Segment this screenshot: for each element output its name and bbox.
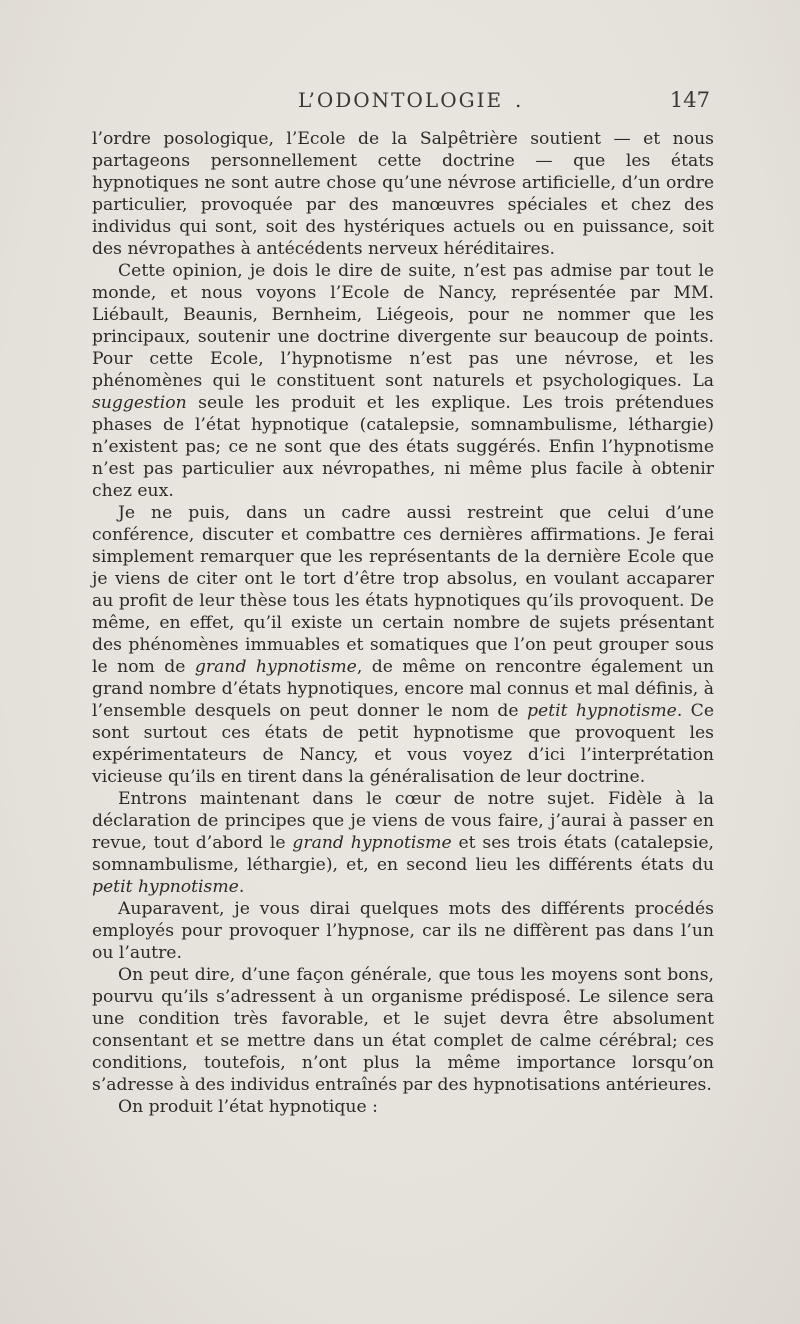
text-run: . <box>238 877 245 897</box>
text-run: Entrons maintenant dans le cœur de notre sujet. Fidèle à la déclaration de principes que je viens de vous faire, j’aurai à passer en revue, tout d’abord le <box>92 789 714 853</box>
text-run: On produit l’état hypnotique : <box>118 1097 378 1117</box>
text-run: Auparavent, je vous dirai quelques mots des différents procédés employés pour provoquer l’hypnose, car ils ne diffèrent pas dans l’un ou l’autre. <box>92 899 714 963</box>
paragraph-5 <box>92 898 714 964</box>
paragraph-3 <box>92 502 714 788</box>
paragraph-7 <box>92 1096 714 1118</box>
text-run: l’ordre posologique, l’Ecole de la Salpêtrière soutient — et nous partageons personnellement cette doctrine — que les états hypnotiques ne sont autre chose qu’une névrose artificielle, d’un ordre particulier, provoquée par des manœuvres spéciales et chez des individus qui sont, soit des hystériques actuels ou en puissance, soit des névropathes à antécédents nerveux héréditaires. <box>92 129 714 259</box>
text-run: seule les produit et les explique. Les trois prétendues phases de l’état hypnotique (catalepsie, somnambulisme, léthargie) n’existent pas; ce ne sont que des états suggérés. Enfin l’hypnotisme n’est pas particulier aux névropathes, ni même plus facile à obtenir chez eux. <box>92 393 714 501</box>
paragraph-4 <box>92 788 714 898</box>
paragraph-2 <box>92 260 714 502</box>
running-head-separator: . <box>515 88 522 112</box>
text-run: et ses trois états (catalepsie, somnambulisme, léthargie), et, en second lieu les différents états du <box>92 833 714 875</box>
text-run: . Ce sont surtout ces états de petit hypnotisme que provoquent les expérimentateurs de Nancy, et vous voyez d’ici l’interprétation vicieuse qu’ils en tirent dans la généralisation de leur doctrine. <box>92 701 715 787</box>
body-text <box>92 128 714 1118</box>
italic-term: suggestion <box>92 393 187 413</box>
paragraph-1 <box>92 128 714 260</box>
running-title: L’ODONTOLOGIE <box>298 88 504 112</box>
text-run: On peut dire, d’une façon générale, que tous les moyens sont bons, pourvu qu’ils s’adressent à un organisme prédisposé. Le silence sera une condition très favorable, et le sujet devra être absolument consentant et se mettre dans un état complet de calme cérébral; ces conditions, toutefois, n’ont plus la même importance lorsqu’on s’adresse à des individus entraînés par des hypnotisations antérieures. <box>92 965 714 1095</box>
text-run: , de même on rencontre également un grand nombre d’états hypnotiques, encore mal connus et mal définis, à l’ensemble desquels on peut donner le nom de <box>92 657 714 721</box>
italic-term: grand hypnotisme <box>194 657 357 677</box>
italic-term: grand hypnotisme <box>292 833 452 853</box>
running-head <box>100 88 710 118</box>
italic-term: petit hypnotisme <box>92 877 239 897</box>
text-run: Je ne puis, dans un cadre aussi restreint que celui d’une conférence, discuter et combattre ces dernières affirmations. Je ferai simplement remarquer que les représentants de la dernière Ecole que je viens de citer ont le tort d’être trop absolus, en voulant accaparer au profit de leur thèse tous les états hypnotiques qu’ils provoquent. De même, en effet, qu’il existe un certain nombre de sujets présentant des phénomènes immuables et somatiques que l’on peut grouper sous le nom de <box>92 503 714 677</box>
italic-term: petit hypnotisme <box>527 701 677 721</box>
page-number: 147 <box>669 88 710 112</box>
text-run: Cette opinion, je dois le dire de suite, n’est pas admise par tout le monde, et nous voyons l’Ecole de Nancy, représentée par MM. Liébault, Beaunis, Bernheim, Liégeois, pour ne nommer que les principaux, soutenir une doctrine divergente sur beaucoup de points. Pour cette Ecole, l’hypnotisme n’est pas une névrose, et les phénomènes qui le constituent sont naturels et psychologiques. La <box>92 261 714 391</box>
paragraph-6 <box>92 964 714 1096</box>
